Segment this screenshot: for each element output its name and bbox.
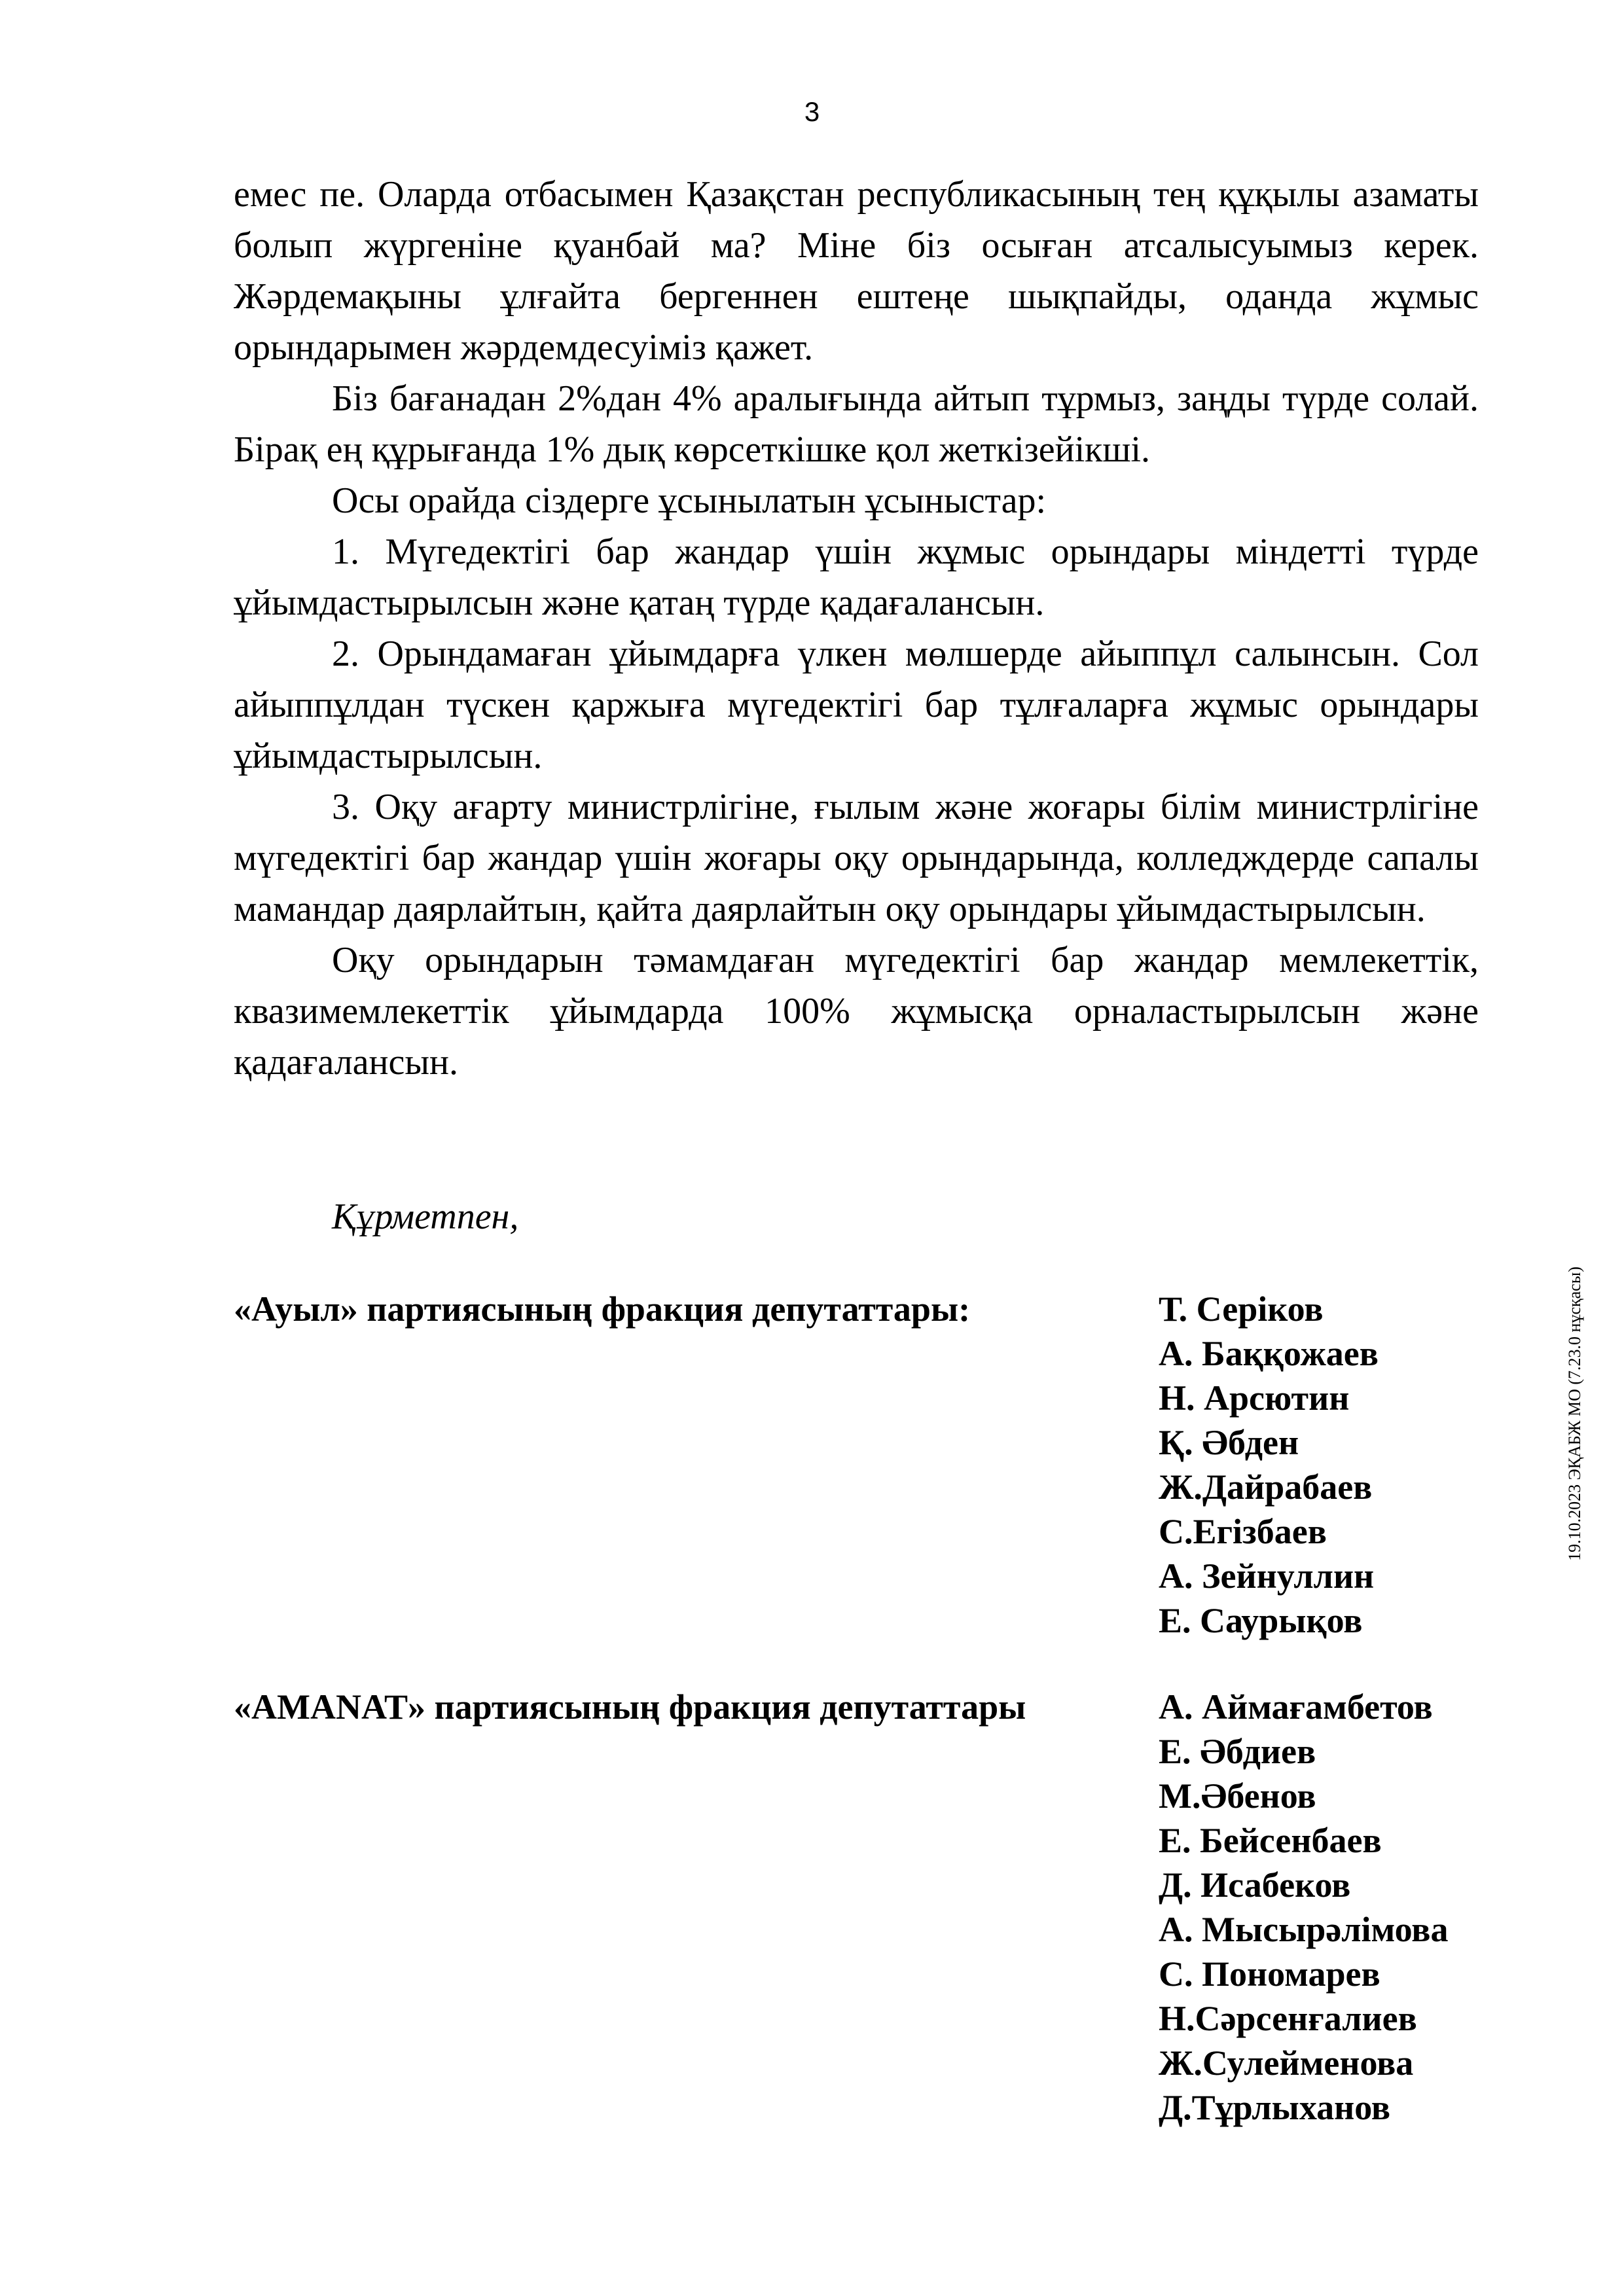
proposal-1: 1. Мүгедектігі бар жандар үшін жұмыс орындары міндетті түрде ұйымдастырылсын және қатаң түрде қадағалансын. xyxy=(234,531,1479,623)
paragraph-quota: Біз бағанадан 2%дан 4% аралығында айтып тұрмыз, заңды түрде солай. Бірақ ең құрығанда 1% дық көрсеткішке қол жеткізейікші. xyxy=(234,378,1479,470)
signatory-name: Т. Серіков xyxy=(1159,1289,1324,1329)
signatory-name: Н. Арсютин xyxy=(1159,1378,1350,1418)
proposal-3: 3. Оқу ағарту министрлігіне, ғылым және жоғары білім министрлігіне мүгедектігі бар жандар үшін жоғары оқу орындарында, колледждерде сапалы мамандар даярлайтын, қайта даярлайтын оқу орындары ұйымдастырылсын. xyxy=(234,787,1479,929)
paragraph-employment: Оқу орындарын тәмамдаған мүгедектігі бар жандар мемлекеттік, квазимемлекеттік ұйымдарда 100% жұмысқа орналастырылсын және қадағалансын. xyxy=(234,940,1479,1083)
signatory-name: М.Әбенов xyxy=(1159,1776,1316,1816)
proposal-2: 2. Орындамаған ұйымдарға үлкен мөлшерде айыппұл салынсын. Сол айыппұлдан түскен қаржыға мүгедектігі бар тұлғаларға жұмыс орындары ұйымдастырылсын. xyxy=(234,634,1479,776)
signatory-name: Д.Тұрлыханов xyxy=(1159,2088,1391,2127)
signatory-name: Қ. Әбден xyxy=(1159,1423,1299,1462)
signatory-name: А. Аймағамбетов xyxy=(1159,1687,1433,1727)
signatory-name: Ж.Сулейменова xyxy=(1159,2043,1414,2083)
faction-label-auyl: «Ауыл» партиясының фракция депутаттары: xyxy=(234,1289,971,1329)
page-number: 3 xyxy=(804,96,820,127)
closing-salutation: Құрметпен, xyxy=(332,1196,519,1237)
signatory-list-amanat xyxy=(1159,1685,1448,2130)
signatory-name: А. Баққожаев xyxy=(1159,1334,1379,1373)
paragraph-continuation: емес пе. Оларда отбасымен Қазақстан республикасының тең құқылы азаматы болып жүргеніне қуанбай ма? Міне біз осыған атсалысуымыз керек. Жәрдемақыны ұлғайта бергеннен ештеңе шықпайды, оданда жұмыс орындарымен жәрдемдесуіміз қажет. xyxy=(234,174,1479,368)
signatory-name: А. Мысырәлімова xyxy=(1159,1910,1449,1949)
document-system-stamp: 19.10.2023 ЭҚАБЖ МО (7.23.0 нұсқасы) xyxy=(1565,1266,1584,1561)
signatory-name: С.Егізбаев xyxy=(1159,1512,1327,1551)
faction-label-amanat: «AMANAT» партиясының фракция депутаттары xyxy=(234,1687,1026,1727)
signatory-name: Ж.Дайрабаев xyxy=(1159,1467,1373,1507)
signatory-list-auyl xyxy=(1159,1287,1379,1643)
signatory-name: Е. Әбдиев xyxy=(1159,1732,1316,1771)
signatory-name: А. Зейнуллин xyxy=(1159,1556,1375,1596)
signatory-name: Н.Сәрсенғалиев xyxy=(1159,1999,1417,2038)
signatory-name: Е. Саурықов xyxy=(1159,1601,1363,1640)
paragraph-proposals-intro: Осы орайда сіздерге ұсынылатын ұсыныстар: xyxy=(332,480,1047,521)
signatory-name: Е. Бейсенбаев xyxy=(1159,1821,1382,1860)
letter-body xyxy=(234,169,1479,1088)
signatory-name: Д. Исабеков xyxy=(1159,1865,1351,1905)
signatory-name: С. Пономарев xyxy=(1159,1954,1380,1994)
